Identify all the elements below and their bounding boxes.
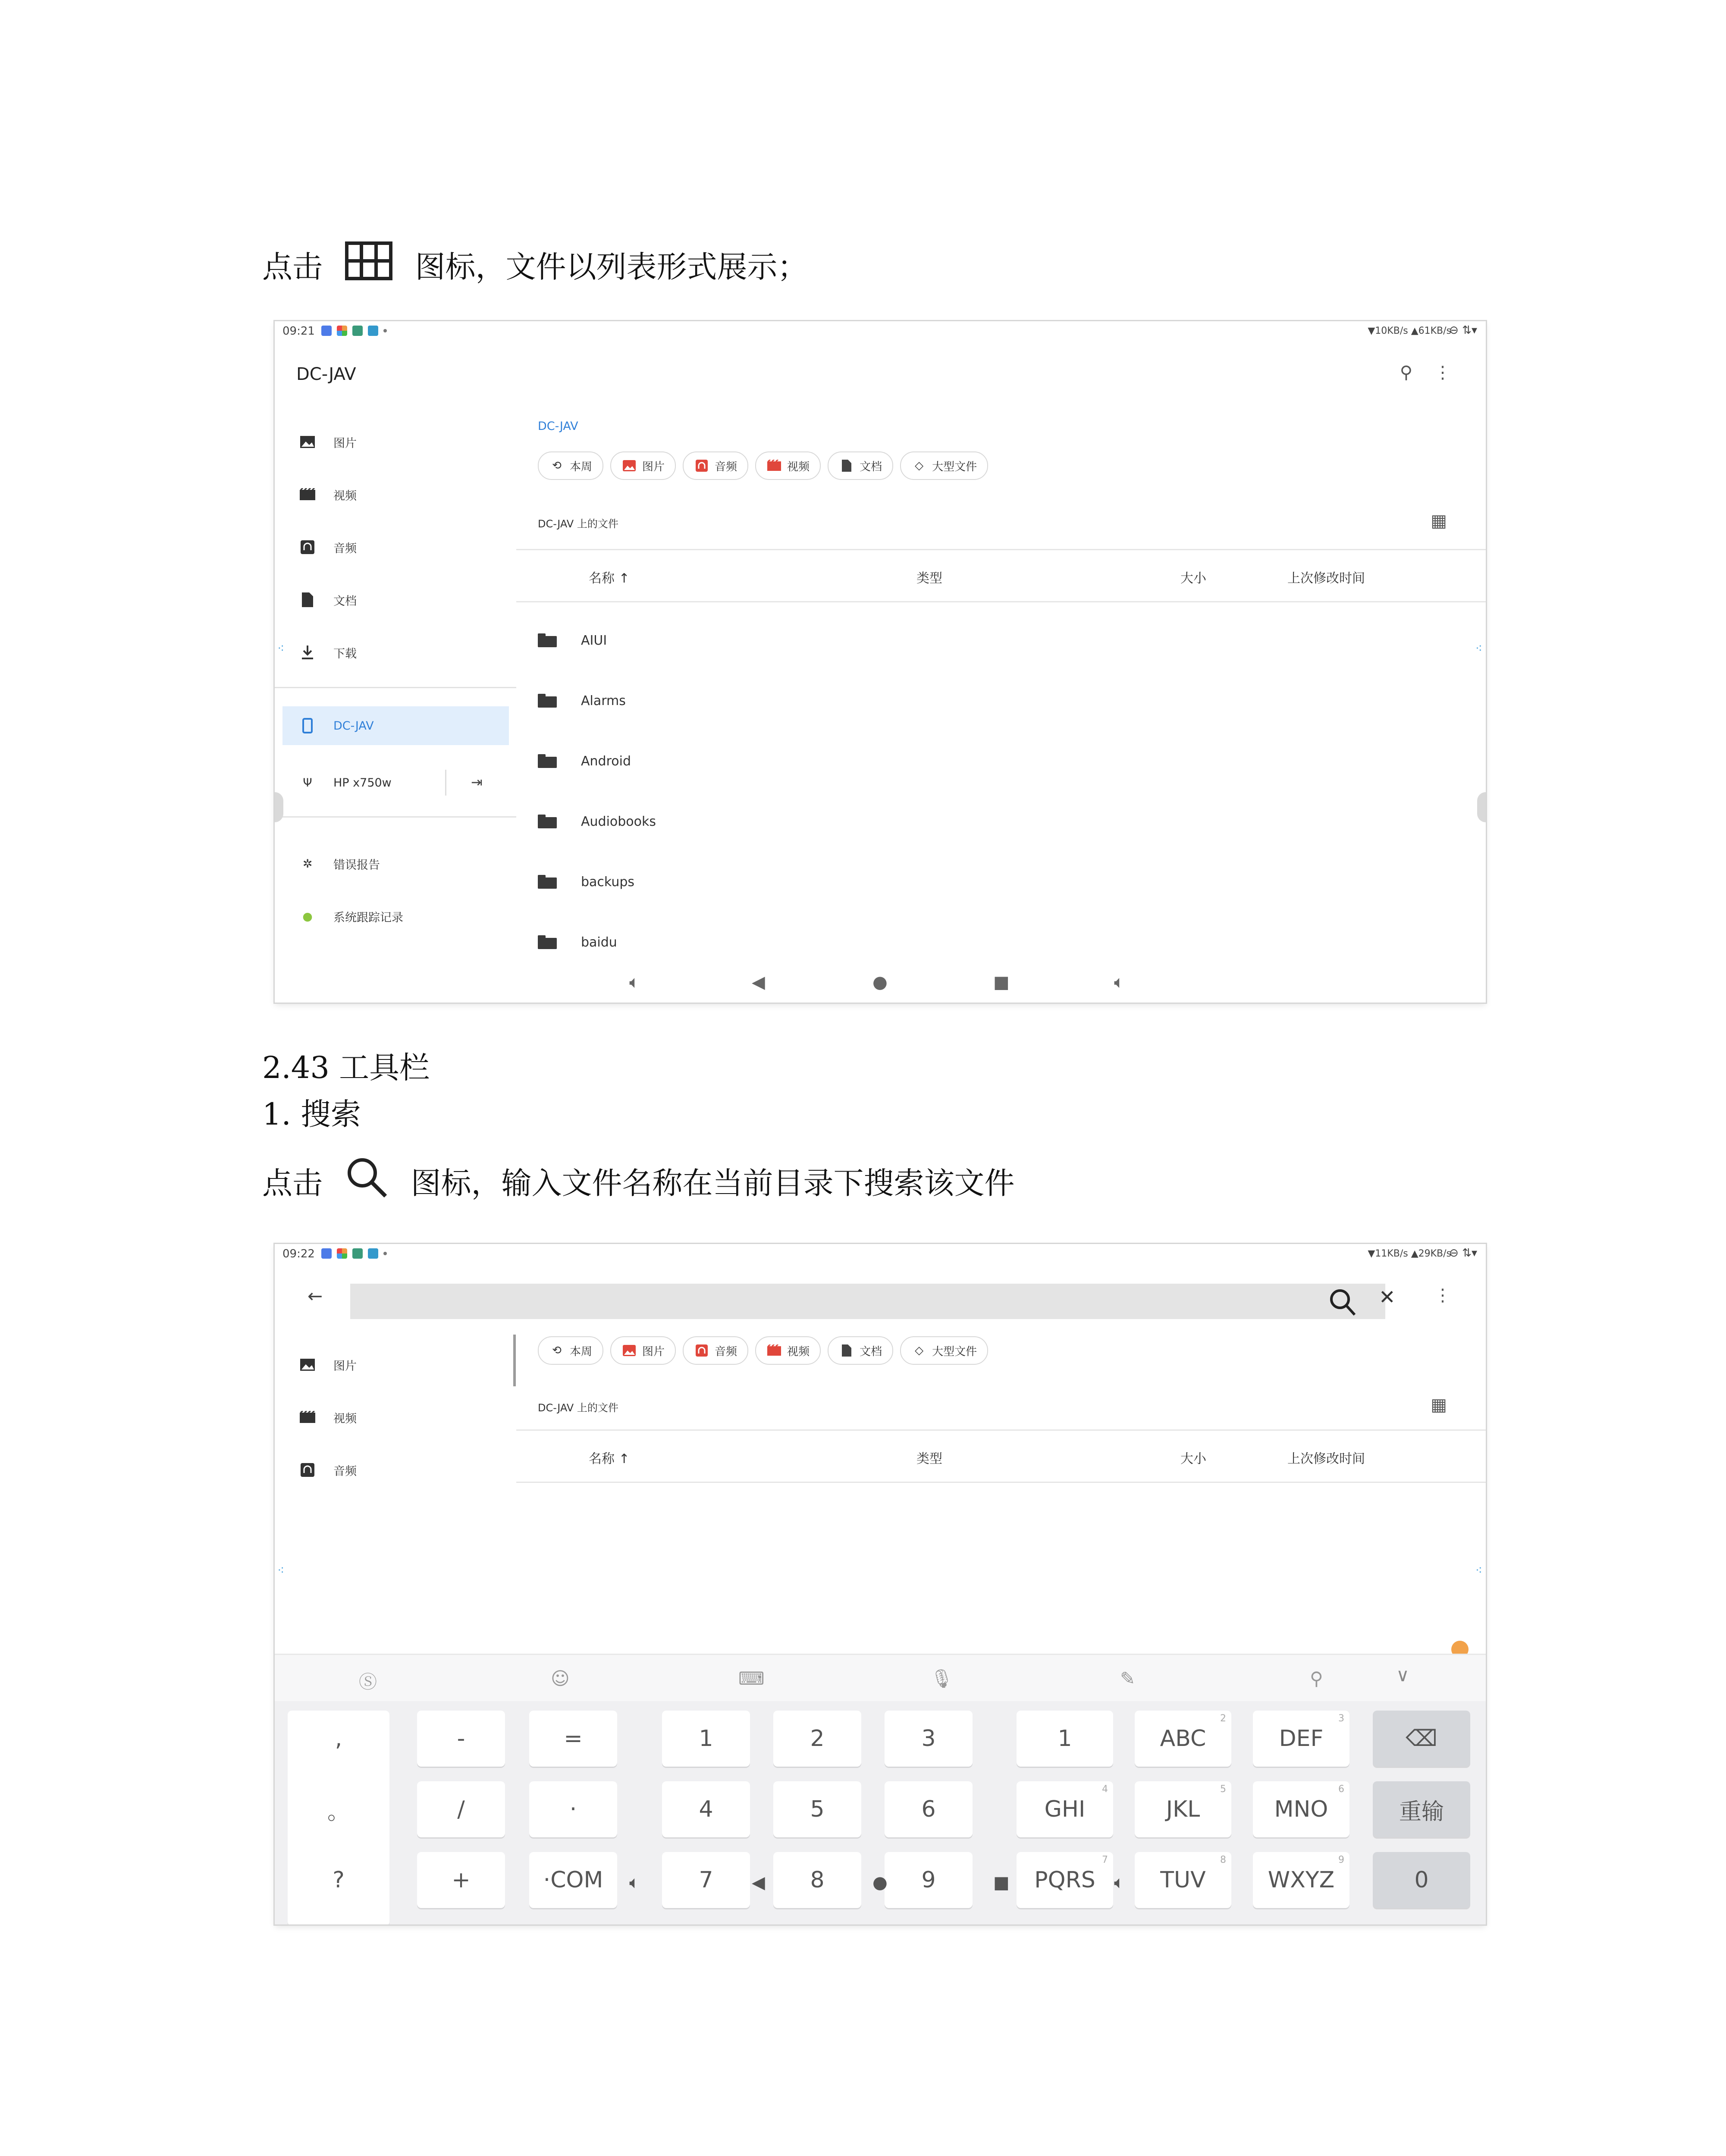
key-number-hint: 2 xyxy=(1220,1713,1226,1724)
key-number-hint: 5 xyxy=(1220,1784,1226,1795)
sidebar-item-videos[interactable] xyxy=(299,1404,357,1430)
divider xyxy=(445,770,446,796)
key-number-hint: 9 xyxy=(1338,1855,1344,1865)
more-notifications-icon xyxy=(383,1252,387,1255)
sidebar-item-audio[interactable] xyxy=(299,534,357,560)
chip-this-week[interactable] xyxy=(538,1336,603,1365)
row-name: Alarms xyxy=(581,693,626,708)
table-row[interactable] xyxy=(538,929,617,955)
backspace-key[interactable] xyxy=(1373,1711,1470,1767)
table-row[interactable] xyxy=(538,808,656,834)
network-speed: ▼11KB/s ▲29KB/s xyxy=(1368,1248,1451,1259)
key-digit[interactable]: 8 xyxy=(773,1852,861,1908)
sidebar-item-label: 视频 xyxy=(333,489,357,503)
key-t9[interactable] xyxy=(1135,1711,1231,1767)
key-label: TUV xyxy=(1160,1867,1206,1893)
chip-this-week[interactable] xyxy=(538,451,603,480)
volume-up-icon[interactable]: 🔈︎ xyxy=(1114,1873,1124,1893)
network-speed: ▼10KB/s ▲61KB/s xyxy=(1368,326,1451,336)
sidebar-item-images[interactable] xyxy=(299,1352,357,1378)
paragraph-grid-instruction xyxy=(262,241,808,288)
key-slash[interactable]: / xyxy=(417,1781,505,1837)
filter-chips xyxy=(538,1336,988,1365)
files-section-title: DC-JAV 上的文件 xyxy=(538,518,618,530)
sidebar-item-label: 系统跟踪记录 xyxy=(333,911,403,924)
row-name: Audiobooks xyxy=(581,814,656,829)
grid-view-icon[interactable]: ▦ xyxy=(1431,511,1447,531)
chip-label: 图片 xyxy=(642,1345,665,1358)
handwriting-icon[interactable]: ✎ xyxy=(1120,1668,1136,1689)
keyboard xyxy=(275,1701,1486,1924)
sidebar-item-label: 图片 xyxy=(333,1359,357,1373)
row-name: baidu xyxy=(581,934,617,950)
table-row[interactable] xyxy=(538,688,626,714)
back-icon[interactable]: ◀ xyxy=(752,1873,765,1893)
sidebar-item-label: 错误报告 xyxy=(333,858,380,872)
key-question[interactable]: ? xyxy=(333,1867,345,1893)
app-notification-icon xyxy=(368,1248,378,1259)
more-options-icon[interactable]: ⋮ xyxy=(1434,363,1451,382)
recents-icon[interactable]: ■ xyxy=(993,972,1010,992)
chip-documents[interactable] xyxy=(828,451,893,480)
breadcrumb[interactable]: DC-JAV xyxy=(538,420,578,433)
chip-label: 大型文件 xyxy=(932,460,977,473)
volume-down-icon[interactable]: 🔈︎ xyxy=(629,1873,640,1893)
chip-label: 视频 xyxy=(787,1345,810,1358)
status-time: 09:22 xyxy=(282,1247,315,1260)
volume-up-icon[interactable]: 🔈︎ xyxy=(1114,972,1124,992)
video-icon xyxy=(766,458,782,473)
status-icons xyxy=(321,326,387,336)
audio-icon xyxy=(299,1461,316,1479)
chip-videos[interactable] xyxy=(755,1336,821,1365)
key-t9[interactable] xyxy=(1017,1852,1113,1908)
floating-ball-icon[interactable]: ⁖ xyxy=(277,1563,285,1577)
file-manager-screenshot xyxy=(275,321,1486,1003)
key-t9[interactable] xyxy=(1135,1781,1231,1837)
image-icon xyxy=(621,458,637,473)
key-t9[interactable] xyxy=(1253,1852,1349,1908)
key-minus[interactable]: - xyxy=(417,1711,505,1767)
key-equal[interactable]: = xyxy=(529,1711,617,1767)
image-icon xyxy=(621,1343,637,1358)
folder-icon xyxy=(538,754,557,768)
key-label: PQRS xyxy=(1034,1867,1095,1893)
tag-icon: ◇ xyxy=(915,459,924,472)
app-notification-icon xyxy=(352,326,363,336)
status-time: 09:21 xyxy=(282,325,315,338)
sidebar-item-system-trace[interactable] xyxy=(299,903,403,929)
key-label: JKL xyxy=(1166,1796,1200,1822)
key-digit[interactable]: 9 xyxy=(885,1852,973,1908)
history-icon: ⟲ xyxy=(552,459,562,472)
scroll-indicator[interactable] xyxy=(513,1335,516,1386)
key-t9[interactable] xyxy=(1017,1711,1113,1767)
key-digit[interactable]: 6 xyxy=(885,1781,973,1837)
video-icon xyxy=(299,486,316,503)
key-label: 1 xyxy=(1058,1726,1072,1752)
search-input[interactable] xyxy=(350,1284,1385,1319)
chip-label: 图片 xyxy=(642,460,665,473)
status-icons xyxy=(321,1248,387,1259)
system-status-icons: ⊖ ⇅▾ xyxy=(1449,1247,1477,1260)
key-number-hint: 3 xyxy=(1338,1713,1344,1724)
key-number-hint: 7 xyxy=(1102,1855,1108,1865)
sogou-logo-icon[interactable]: Ⓢ xyxy=(359,1671,377,1692)
chip-label: 文档 xyxy=(860,460,882,473)
key-period[interactable]: 。 xyxy=(327,1799,350,1825)
sidebar-item-device-hp[interactable] xyxy=(299,770,392,796)
column-name[interactable]: 名称 ↑ xyxy=(589,1451,630,1467)
key-digit[interactable]: 5 xyxy=(773,1781,861,1837)
key-number-hint: 4 xyxy=(1102,1784,1108,1795)
column-modified[interactable]: 上次修改时间 xyxy=(1287,1451,1365,1467)
key-number-hint: 6 xyxy=(1338,1784,1344,1795)
chip-large-files[interactable] xyxy=(900,451,988,480)
collapse-keyboard-icon[interactable]: ∨ xyxy=(1396,1664,1409,1686)
paragraph-prefix: 点击 xyxy=(262,1166,323,1201)
folder-icon xyxy=(538,694,557,708)
column-type[interactable]: 类型 xyxy=(916,1451,942,1467)
app-notification-icon xyxy=(337,1248,347,1259)
floating-ball-icon[interactable]: ⁖ xyxy=(1475,641,1482,655)
keyboard-toolbar xyxy=(275,1654,1486,1702)
files-section-title: DC-JAV 上的文件 xyxy=(538,1402,618,1414)
clear-search-icon[interactable]: ✕ xyxy=(1379,1285,1396,1309)
key-zero[interactable]: 0 xyxy=(1373,1852,1470,1908)
sidebar-item-label: 视频 xyxy=(333,1412,357,1426)
paragraph-suffix: 图标，输入文件名称在当前目录下搜索该文件 xyxy=(411,1166,1015,1201)
subsection-heading: 1. 搜索 xyxy=(262,1097,361,1132)
sidebar-item-audio[interactable] xyxy=(299,1457,357,1483)
status-bar xyxy=(275,1244,1486,1263)
app-title: DC-JAV xyxy=(296,364,356,384)
document-icon xyxy=(839,458,854,473)
more-options-icon[interactable]: ⋮ xyxy=(1434,1285,1451,1305)
sidebar-divider xyxy=(275,816,516,818)
folder-icon xyxy=(538,815,557,828)
image-icon xyxy=(299,1356,316,1373)
tag-icon: ◇ xyxy=(915,1344,924,1357)
app-notification-icon xyxy=(337,326,347,336)
edge-handle-right[interactable] xyxy=(1477,792,1486,822)
key-label: DEF xyxy=(1279,1726,1324,1752)
emoji-icon[interactable]: ☺ xyxy=(551,1668,570,1689)
sidebar-item-label: 文档 xyxy=(333,594,357,608)
column-type[interactable]: 类型 xyxy=(916,571,942,586)
document-icon xyxy=(299,591,316,608)
audio-icon xyxy=(694,458,709,473)
image-icon xyxy=(299,433,316,451)
folder-icon xyxy=(538,875,557,889)
filter-chips xyxy=(538,451,988,480)
chip-videos[interactable] xyxy=(755,451,821,480)
key-comma[interactable]: , xyxy=(335,1726,342,1752)
key-digit[interactable]: 2 xyxy=(773,1711,861,1767)
audio-icon xyxy=(299,539,316,556)
table-row[interactable] xyxy=(538,627,607,653)
app-notification-icon xyxy=(352,1248,363,1259)
sidebar-item-label: 音频 xyxy=(333,542,357,555)
key-t9[interactable] xyxy=(1253,1781,1349,1837)
column-modified[interactable]: 上次修改时间 xyxy=(1287,571,1365,586)
android-icon: ● xyxy=(302,909,313,923)
chip-label: 音频 xyxy=(715,460,737,473)
chip-audio[interactable] xyxy=(683,451,748,480)
folder-icon xyxy=(538,633,557,647)
key-digit[interactable]: 1 xyxy=(662,1711,750,1767)
backspace-icon: ⌫ xyxy=(1406,1726,1437,1752)
system-status-icons: ⊖ ⇅▾ xyxy=(1449,324,1477,337)
column-size[interactable]: 大小 xyxy=(1180,571,1206,586)
sidebar-item-label: HP x750w xyxy=(333,776,392,790)
history-icon: ⟲ xyxy=(552,1344,562,1357)
floating-ball-icon[interactable]: ⁖ xyxy=(277,641,285,655)
microphone-icon[interactable]: 🎙︎ xyxy=(930,1668,954,1689)
chip-label: 视频 xyxy=(787,460,810,473)
more-notifications-icon xyxy=(383,329,387,332)
row-name: Android xyxy=(581,753,631,769)
chip-images[interactable] xyxy=(610,451,676,480)
key-label: GHI xyxy=(1044,1796,1086,1822)
table-row[interactable] xyxy=(538,748,631,774)
column-size[interactable]: 大小 xyxy=(1180,1451,1206,1467)
chip-label: 本周 xyxy=(570,460,593,473)
row-name: AIUI xyxy=(581,633,607,648)
app-notification-icon xyxy=(321,1248,332,1259)
back-icon[interactable]: ◀ xyxy=(752,972,765,992)
file-search-screenshot xyxy=(275,1244,1486,1924)
key-plus[interactable]: + xyxy=(417,1852,505,1908)
chip-large-files[interactable] xyxy=(900,1336,988,1365)
chip-images[interactable] xyxy=(610,1336,676,1365)
keyboard-layout-icon[interactable]: ⌨ xyxy=(738,1668,765,1689)
search-icon[interactable] xyxy=(1327,1284,1357,1320)
phone-icon xyxy=(299,717,316,734)
key-t9[interactable] xyxy=(1017,1781,1113,1837)
key-t9[interactable] xyxy=(1253,1711,1349,1767)
home-icon[interactable]: ● xyxy=(872,972,888,992)
paragraph-prefix: 点击 xyxy=(262,249,323,285)
folder-icon xyxy=(538,935,557,949)
key-t9[interactable] xyxy=(1135,1852,1231,1908)
chip-documents[interactable] xyxy=(828,1336,893,1365)
video-icon xyxy=(766,1343,782,1358)
volume-down-icon[interactable]: 🔈︎ xyxy=(629,972,640,992)
section-heading: 2.43 工具栏 xyxy=(262,1050,430,1085)
key-label: ABC xyxy=(1160,1726,1206,1752)
search-icon[interactable]: ⚲ xyxy=(1310,1668,1323,1689)
column-name[interactable]: 名称 ↑ xyxy=(589,571,630,586)
floating-ball-icon[interactable]: ⁖ xyxy=(1475,1563,1482,1577)
download-icon xyxy=(299,644,316,661)
chip-audio[interactable] xyxy=(683,1336,748,1365)
chip-label: 本周 xyxy=(570,1345,593,1358)
chip-label: 文档 xyxy=(860,1345,882,1358)
back-arrow-icon[interactable]: ← xyxy=(308,1285,323,1307)
key-digit[interactable]: 7 xyxy=(662,1852,750,1908)
sidebar-item-downloads[interactable] xyxy=(299,639,357,665)
key-dot[interactable]: · xyxy=(529,1781,617,1837)
sidebar-item-images[interactable] xyxy=(299,429,357,455)
paragraph-suffix: 图标，文件以列表形式展示； xyxy=(415,249,808,285)
grid-view-icon[interactable]: ▦ xyxy=(1431,1395,1447,1415)
home-icon[interactable]: ● xyxy=(872,1873,888,1893)
reenter-key[interactable]: 重输 xyxy=(1373,1781,1470,1837)
row-name: backups xyxy=(581,874,635,890)
chip-label: 音频 xyxy=(715,1345,737,1358)
sidebar-item-label: DC-JAV xyxy=(333,719,374,733)
eject-icon[interactable]: ⇥ xyxy=(471,774,483,790)
sidebar-item-videos[interactable] xyxy=(299,482,357,508)
recents-icon[interactable]: ■ xyxy=(993,1873,1010,1893)
key-digit[interactable]: 4 xyxy=(662,1781,750,1837)
sidebar-item-device-dc-jav[interactable] xyxy=(299,713,374,739)
search-icon xyxy=(345,1156,388,1206)
bug-icon: ✲ xyxy=(302,857,313,871)
key-number-hint: 8 xyxy=(1220,1855,1226,1865)
table-row[interactable] xyxy=(538,869,634,895)
sidebar-item-label: 下载 xyxy=(333,647,357,661)
key-dotcom[interactable]: ·COM xyxy=(529,1852,617,1908)
document-icon xyxy=(839,1343,854,1358)
usb-icon: Ψ xyxy=(303,776,312,790)
table-header xyxy=(516,549,1486,602)
chip-label: 大型文件 xyxy=(932,1345,977,1358)
app-notification-icon xyxy=(368,326,378,336)
sidebar-item-bug-report[interactable] xyxy=(299,851,380,877)
key-label: WXYZ xyxy=(1268,1867,1335,1893)
edge-handle-left[interactable] xyxy=(275,792,283,822)
paragraph-search-instruction xyxy=(262,1156,1015,1206)
audio-icon xyxy=(694,1343,709,1358)
app-notification-icon xyxy=(321,326,332,336)
search-icon[interactable]: ⚲ xyxy=(1400,363,1412,382)
key-digit[interactable]: 3 xyxy=(885,1711,973,1767)
video-icon xyxy=(299,1409,316,1426)
grid-view-icon xyxy=(345,241,392,288)
sidebar-item-documents[interactable] xyxy=(299,587,357,613)
navigation-bar xyxy=(275,968,1486,998)
sidebar-divider xyxy=(275,687,516,688)
sidebar-item-label: 图片 xyxy=(333,436,357,450)
table-header xyxy=(516,1429,1486,1483)
sidebar-item-label: 音频 xyxy=(333,1464,357,1478)
status-bar xyxy=(275,321,1486,340)
key-label: MNO xyxy=(1274,1796,1328,1822)
